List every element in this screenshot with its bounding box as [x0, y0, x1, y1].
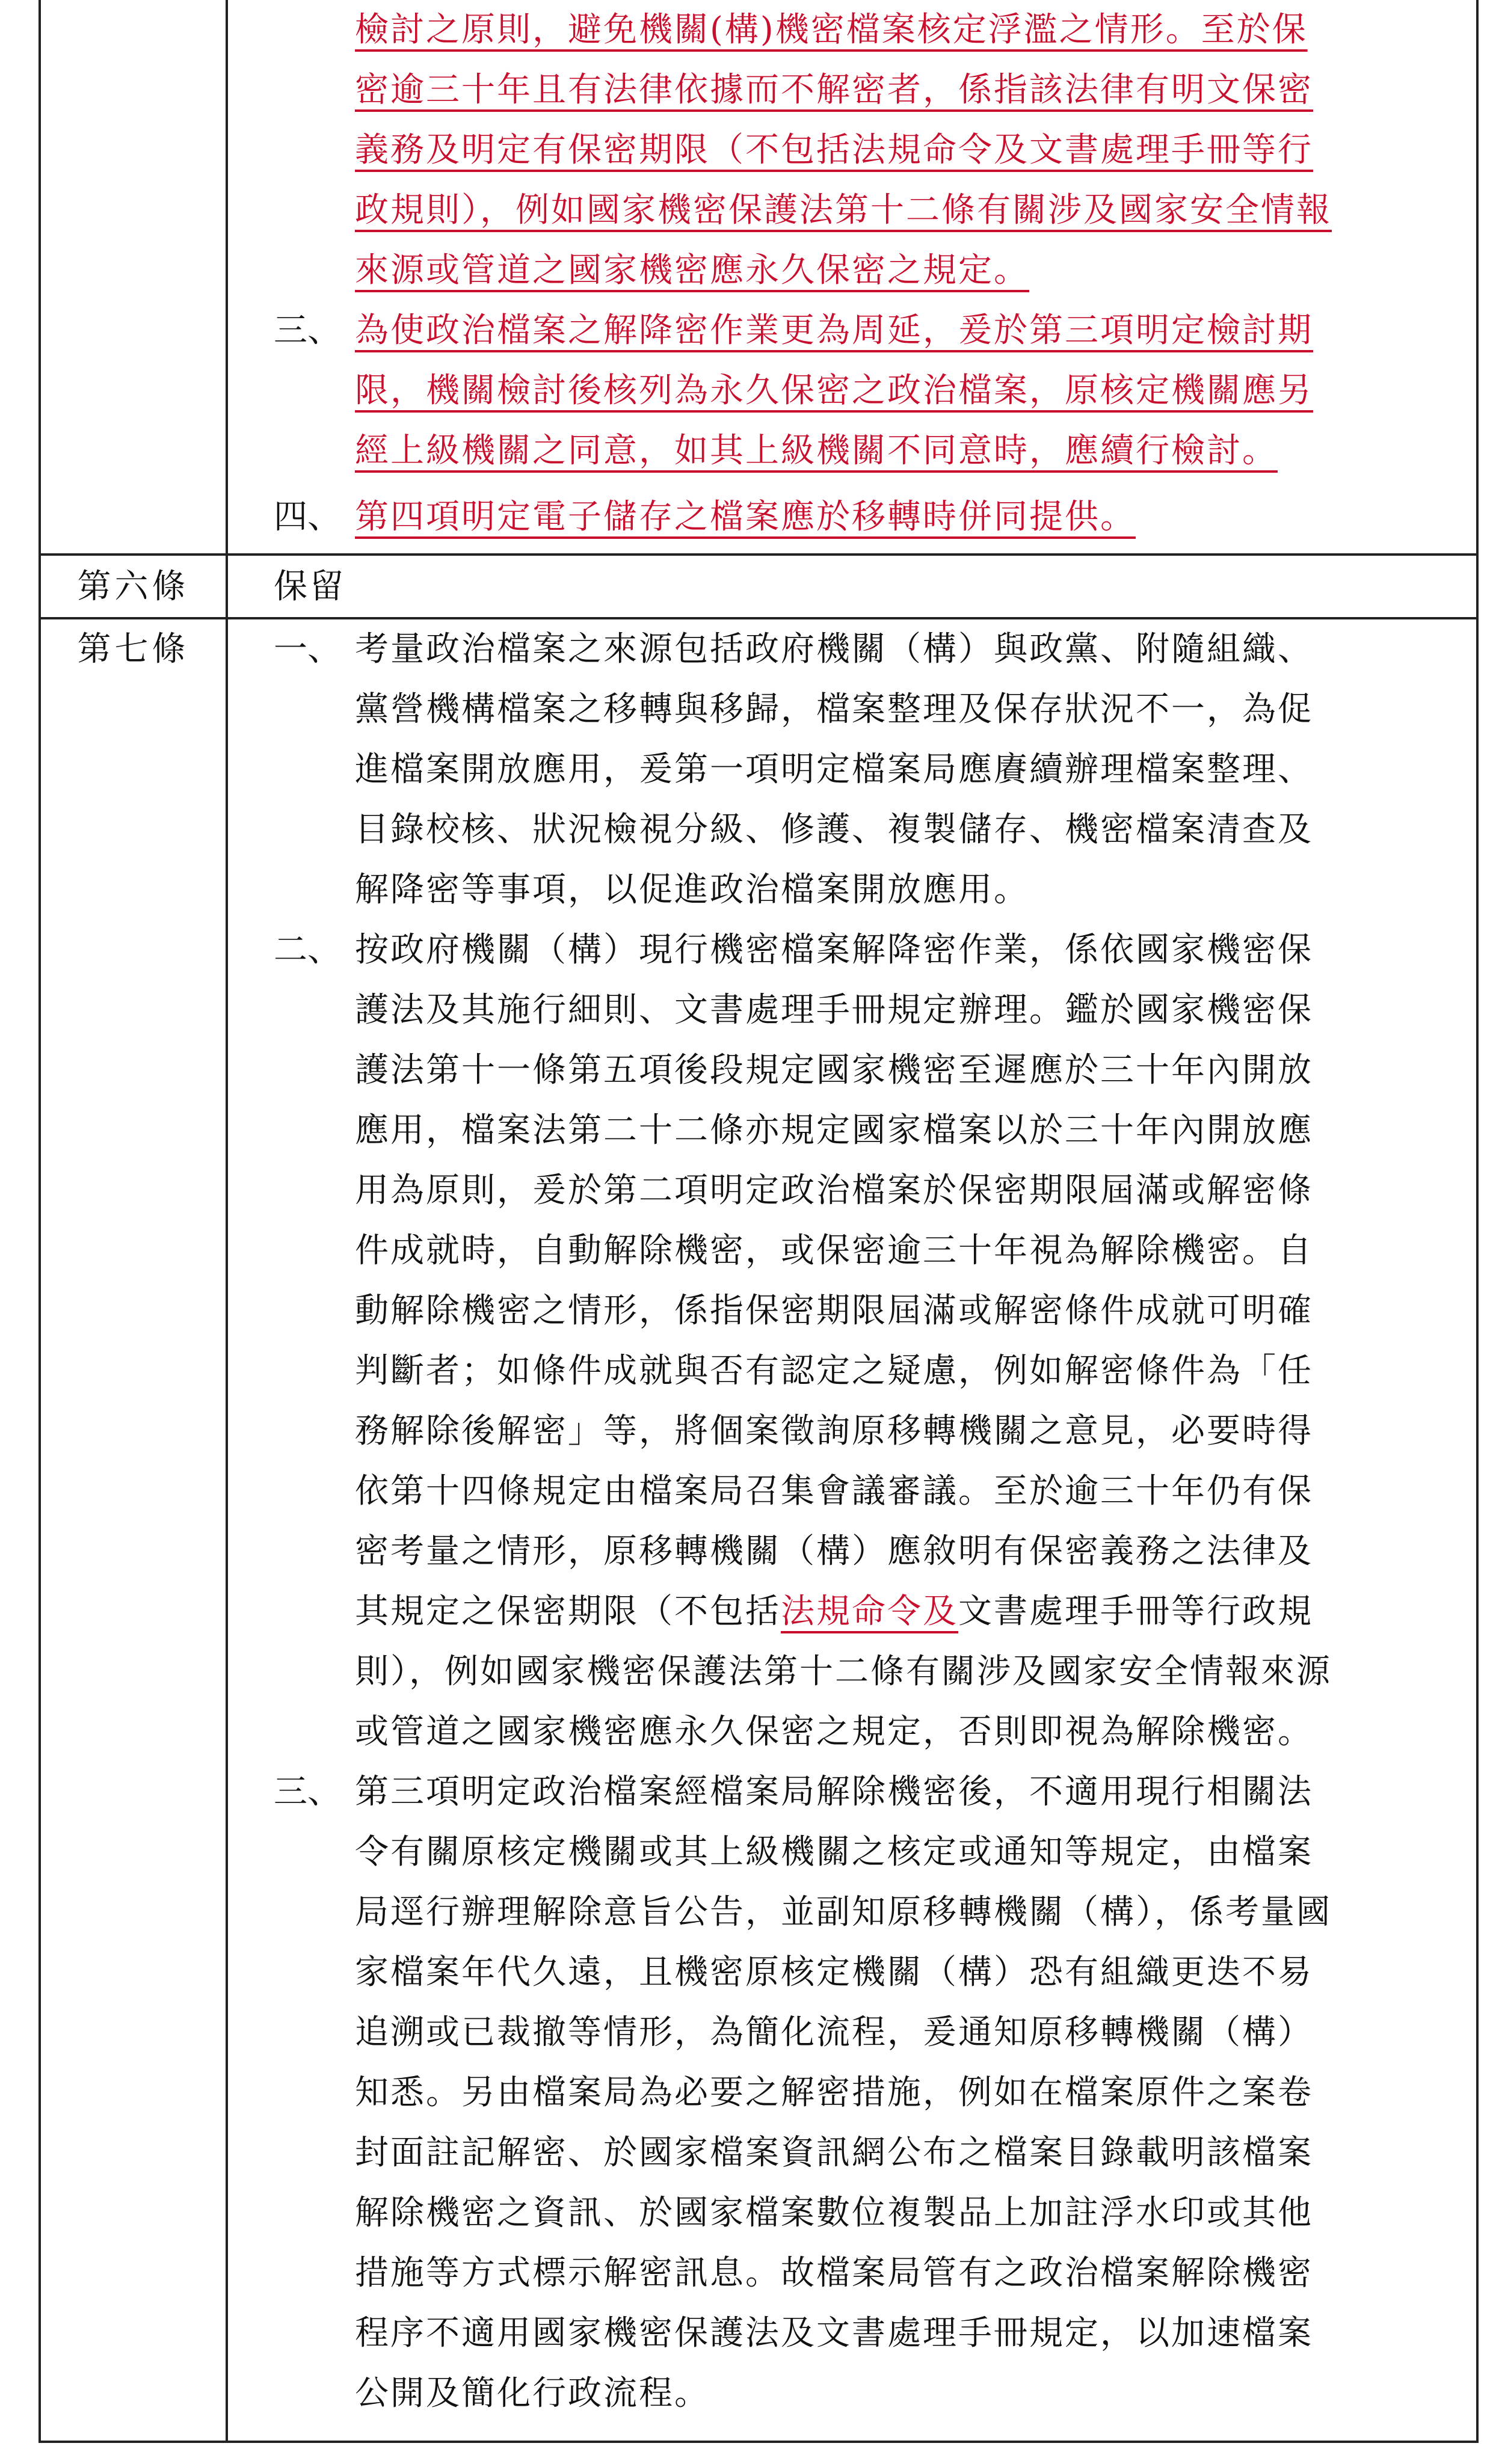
item-line: 護法及其施行細則、文書處理手冊規定辦理。鑑於國家機密保 [355, 991, 1313, 1030]
item-line: 知悉。另由檔案局為必要之解密措施，例如在檔案原件之案卷 [355, 2073, 1313, 2112]
item-line: 考量政治檔案之來源包括政府機關（構）與政黨、附隨組織、 [355, 630, 1313, 669]
continuation-line: 密逾三十年且有法律依據而不解密者，係指該法律有明文保密 [355, 70, 1313, 109]
item-line: 第三項明定政治檔案經檔案局解除機密後，不適用現行相關法 [355, 1772, 1313, 1811]
item-marker: 一、 [274, 630, 341, 669]
continuation-lines [355, 0, 1438, 301]
item-line: 封面註記解密、於國家檔案資訊網公布之檔案目錄載明該檔案 [355, 2133, 1313, 2172]
item-line: 局逕行辦理解除意旨公告，並副知原移轉機關（構），係考量國 [355, 1893, 1332, 1932]
item-marker: 四、 [274, 497, 341, 536]
column-divider [226, 0, 228, 2443]
item-line: 措施等方式標示解密訊息。故檔案局管有之政治檔案解除機密 [355, 2254, 1313, 2293]
item-line: 追溯或已裁撤等情形，為簡化流程，爰通知原移轉機關（構） [355, 2013, 1313, 2052]
item-line: 護法第十一條第五項後段規定國家機密至遲應於三十年內開放 [355, 1051, 1313, 1090]
item-line: 進檔案開放應用，爰第一項明定檔案局應賡續辦理檔案整理、 [355, 750, 1313, 789]
continuation-line: 來源或管道之國家機密應永久保密之規定。 [355, 251, 1029, 290]
item-line: 解降密等事項，以促進政治檔案開放應用。 [355, 870, 1029, 909]
row-divider-article6 [38, 553, 1479, 556]
item-line: 令有關原核定機關或其上級機關之核定或通知等規定，由檔案 [355, 1833, 1313, 1872]
item-line: 公開及簡化行政流程。 [355, 2374, 710, 2413]
item-line: 第四項明定電子儲存之檔案應於移轉時併同提供。 [355, 497, 1136, 536]
article-6-number: 第六條 [77, 567, 189, 606]
item-lines [355, 1762, 1438, 2424]
item-line: 為使政治檔案之解降密作業更為周延，爰於第三項明定檢討期 [355, 311, 1313, 350]
item-line: 務解除後解密」等，將個案徵詢原移轉機關之意見，必要時得 [355, 1412, 1313, 1451]
continuation-line: 義務及明定有保密期限（不包括法規命令及文書處理手冊等行 [355, 131, 1313, 170]
item-marker: 三、 [274, 311, 341, 350]
item-line: 經上級機關之同意，如其上級機關不同意時，應續行檢討。 [355, 431, 1278, 470]
item-line: 黨營機構檔案之移轉與移歸，檔案整理及保存狀況不一，為促 [355, 690, 1313, 729]
item-line: 依第十四條規定由檔案局召集會議審議。至於逾三十年仍有保 [355, 1472, 1313, 1511]
item-line: 應用，檔案法第二十二條亦規定國家檔案以於三十年內開放應 [355, 1111, 1313, 1150]
continuation-line: 檢討之原則，避免機關(構)機密檔案核定浮濫之情形。至於保 [355, 10, 1308, 49]
item-lines [355, 487, 1438, 547]
item-line: 限，機關檢討後核列為永久保密之政治檔案，原核定機關應另 [355, 371, 1313, 410]
item-line: 程序不適用國家機密保護法及文書處理手冊規定，以加速檔案 [355, 2314, 1313, 2353]
item-line: 則），例如國家機密保護法第十二條有關涉及國家安全情報來源 [355, 1652, 1332, 1691]
item-line: 用為原則，爰於第二項明定政治檔案於保密期限屆滿或解密條 [355, 1171, 1313, 1210]
item-marker: 二、 [274, 930, 341, 969]
item-line: 目錄校核、狀況檢視分級、修護、複製儲存、機密檔案清查及 [355, 810, 1313, 849]
article-7-number: 第七條 [77, 630, 189, 669]
continuation-line: 政規則），例如國家機密保護法第十二條有關涉及國家安全情報 [355, 191, 1332, 230]
item-line: 件成就時，自動解除機密，或保密逾三十年視為解除機密。自 [355, 1231, 1313, 1270]
item-lines [355, 920, 1438, 1762]
item-line: 動解除機密之情形，係指保密期限屆滿或解密條件成就可明確 [355, 1291, 1313, 1330]
revision-highlight: 法規命令及 [781, 1592, 958, 1631]
item-lines [355, 301, 1438, 481]
item-line: 按政府機關（構）現行機密檔案解降密作業，係依國家機密保 [355, 930, 1313, 969]
item-line-with-revision: 其規定之保密期限（不包括法規命令及文書處理手冊等行政規 [355, 1592, 1313, 1631]
article-6-content: 保留 [274, 567, 346, 606]
item-line: 密考量之情形，原移轉機關（構）應敘明有保密義務之法律及 [355, 1532, 1313, 1571]
item-line: 判斷者；如條件成就與否有認定之疑慮，例如解密條件為「任 [355, 1351, 1313, 1390]
item-line: 或管道之國家機密應永久保密之規定，否則即視為解除機密。 [355, 1712, 1313, 1751]
item-line: 解除機密之資訊、於國家檔案數位複製品上加註浮水印或其他 [355, 2193, 1313, 2232]
item-lines [355, 619, 1438, 920]
item-marker: 三、 [274, 1772, 341, 1811]
item-line: 家檔案年代久遠，且機密原核定機關（構）恐有組織更迭不易 [355, 1953, 1313, 1992]
